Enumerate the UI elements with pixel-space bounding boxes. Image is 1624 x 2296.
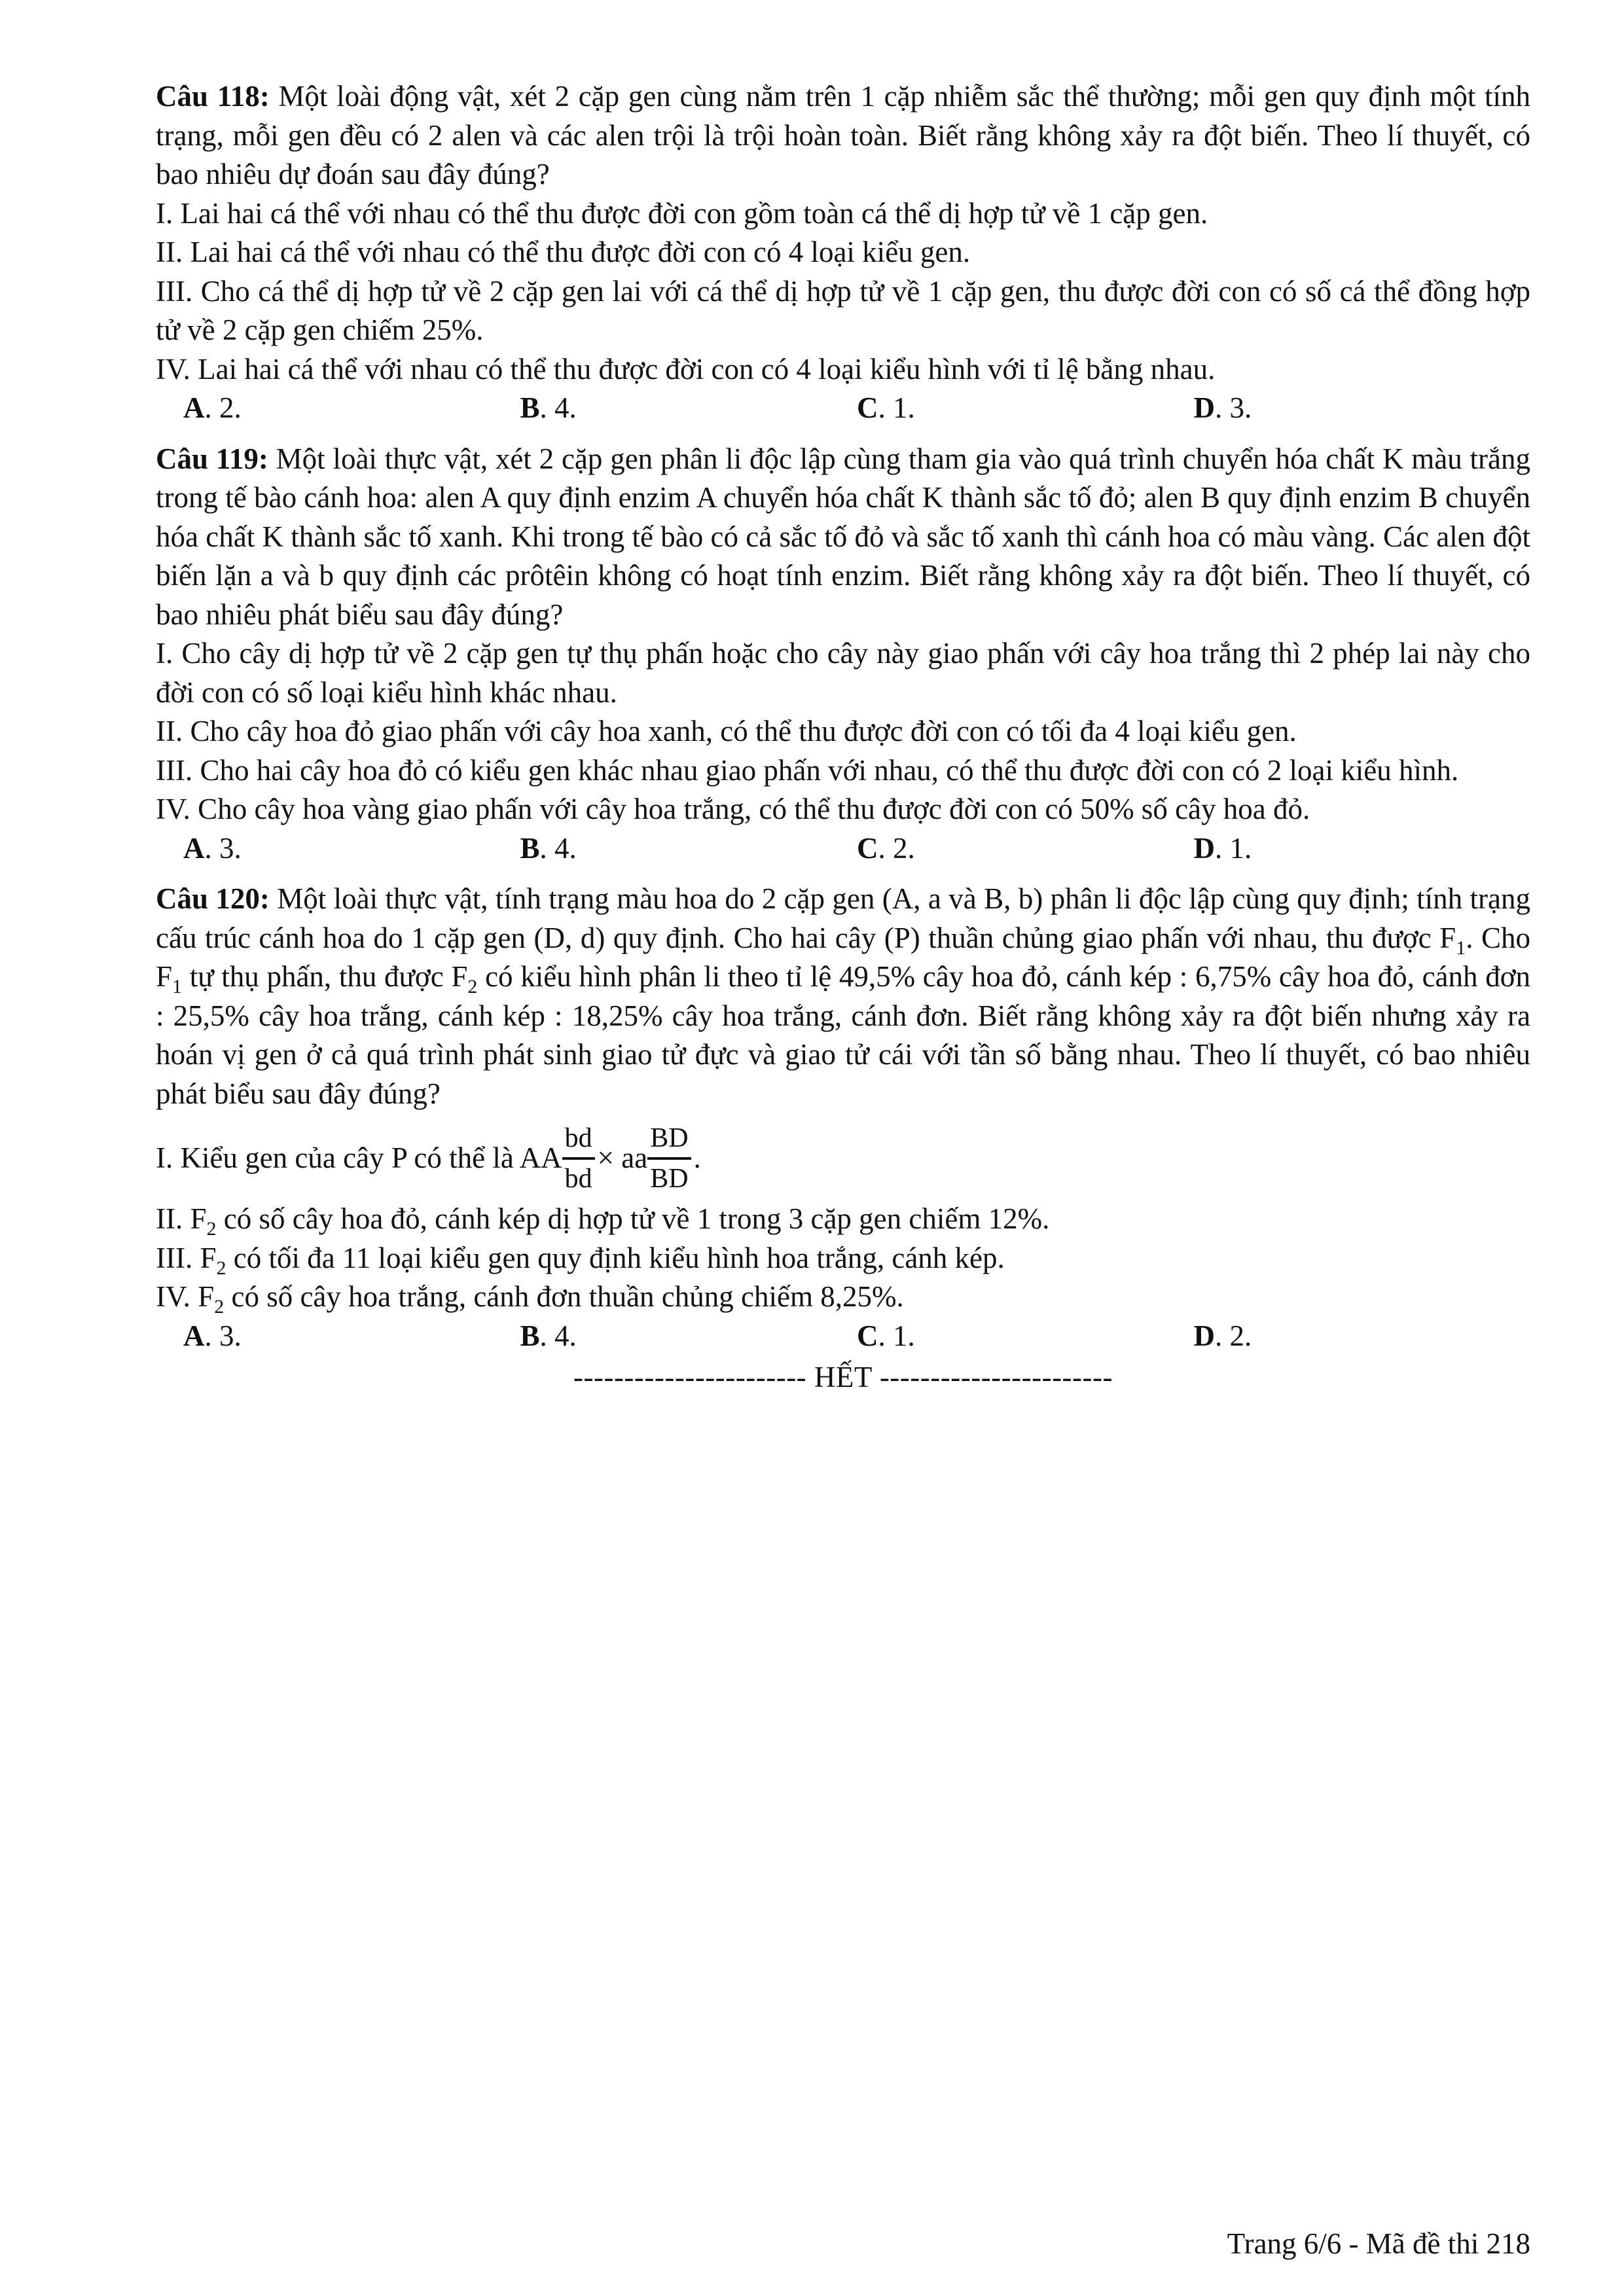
answer-options (183, 389, 1530, 428)
option-b: B. 4. (520, 1319, 577, 1352)
option-a: A. 3. (183, 831, 242, 865)
option-c: C. 2. (857, 831, 915, 865)
question-number: Câu 118: (156, 80, 270, 113)
exam-page (156, 77, 1530, 1397)
statement-3: III. Cho hai cây hoa đỏ có kiểu gen khác nhau giao phấn với nhau, có thể thu được đời con có 2 loại kiểu hình. (156, 753, 1459, 787)
statement-1: I. Lai hai cá thể với nhau có thể thu được đời con gồm toàn cá thể dị hợp tử về 1 cặp gen. (156, 196, 1208, 230)
question-text: Một loài động vật, xét 2 cặp gen cùng nằm trên 1 cặp nhiễm sắc thể thường; mỗi gen quy định một tính trạng, mỗi gen đều có 2 alen và các alen trội là trội hoàn toàn. Biết rằng không xảy ra đột biến. Theo lí thuyết, có bao nhiêu dự đoán sau đây đúng? (156, 80, 1531, 190)
question-stem (156, 440, 1530, 635)
question-118 (156, 77, 1530, 428)
question-number: Câu 119: (156, 442, 268, 475)
answer-options (183, 829, 1530, 869)
option-c: C. 1. (857, 1319, 915, 1352)
option-a: A. 2. (183, 391, 242, 424)
genotype-fraction-bd: $\frac{bd}{bd}$ (562, 1122, 595, 1195)
option-d: D. 3. (1193, 391, 1252, 424)
answer-options (183, 1317, 1530, 1356)
question-stem (156, 77, 1530, 194)
question-119 (156, 440, 1530, 869)
question-120 (156, 880, 1530, 1355)
option-d: D. 1. (1193, 831, 1252, 865)
statement-2: II. $F_2$ có số cây hoa đỏ, cánh kép dị hợp tử về 1 trong 3 cặp gen chiếm 12%. (156, 1202, 1050, 1240)
option-d: D. 2. (1193, 1319, 1252, 1352)
statement-4: IV. Cho cây hoa vàng giao phấn với cây hoa trắng, có thể thu được đời con có 50% số cây hoa đỏ. (156, 793, 1310, 825)
statement-4: IV. $F_2$ có số cây hoa trắng, cánh đơn thuần chủng chiếm 8,25%. (156, 1280, 904, 1318)
page-footer: Trang 6/6 - Mã đề thi 218 (1227, 2227, 1530, 2260)
genotype-fraction-BD: $\frac{BD}{BD}$ (647, 1122, 691, 1195)
option-c: C. 1. (857, 391, 915, 424)
question-stem: Câu 120: Một loài thực vật, tính trạng màu hoa do 2 cặp gen (A, a và B, b) phân li độc lập cùng quy định; tính trạng cấu trúc cánh hoa do 1 cặp gen (D, d) quy định. Cho hai cây (P) thuần chủng giao phấn với nhau, thu được $F_1$. Cho $F_1$ tự thụ phấn, thu được $F_2$ có kiểu hình phân li theo tỉ lệ 49,5% cây hoa đỏ, cánh kép : 6,75% cây hoa đỏ, cánh đơn : 25,5% cây hoa trắng, cánh kép : 18,25% cây hoa trắng, cánh đơn. Biết rằng không xảy ra đột biến nhưng xảy ra hoán vị gen ở cả quá trình phát sinh giao tử đực và giao tử cái với tần số bằng nhau. Theo lí thuyết, có bao nhiêu phát biểu sau đây đúng? (156, 882, 1531, 1110)
statement-4: IV. Lai hai cá thể với nhau có thể thu được đời con có 4 loại kiểu hình với tỉ lệ bằng nhau. (156, 352, 1216, 386)
statement-2: II. Lai hai cá thể với nhau có thể thu được đời con có 4 loại kiểu gen. (156, 236, 971, 268)
statement-1: I. Cho cây dị hợp tử về 2 cặp gen tự thụ phấn hoặc cho cây này giao phấn với cây hoa trắng thì 2 phép lai này cho đời con có số loại kiểu hình khác nhau. (156, 637, 1530, 709)
statement-2: II. Cho cây hoa đỏ giao phấn với cây hoa xanh, có thể thu được đời con có tối đa 4 loại kiểu gen. (156, 715, 1297, 747)
end-marker: ----------------------- HẾT ----------------------- (573, 1361, 1113, 1393)
question-number: Câu 120: (156, 882, 270, 915)
statement-3: III. Cho cá thể dị hợp tử về 2 cặp gen lai với cá thể dị hợp tử về 1 cặp gen, thu được đời con có số cá thể đồng hợp tử về 2 cặp gen chiếm 25%. (156, 274, 1530, 346)
option-b: B. 4. (520, 391, 577, 424)
question-text: Một loài thực vật, xét 2 cặp gen phân li độc lập cùng tham gia vào quá trình chuyển hóa chất K màu trắng trong tế bào cánh hoa: alen A quy định enzim A chuyển hóa chất K thành sắc tố đỏ; alen B quy định enzim B chuyển hóa chất K thành sắc tố xanh. Khi trong tế bào có cả sắc tố đỏ và sắc tố xanh thì cánh hoa có màu vàng. Các alen đột biến lặn a và b quy định các prôtêin không có hoạt tính enzim. Biết rằng không xảy ra đột biến. Theo lí thuyết, có bao nhiêu phát biểu sau đây đúng? (156, 442, 1530, 631)
option-b: B. 4. (520, 831, 577, 865)
statement-3: III. $F_2$ có tối đa 11 loại kiểu gen quy định kiểu hình hoa trắng, cánh kép. (156, 1241, 1005, 1279)
option-a: A. 3. (183, 1319, 242, 1352)
statement-1: I. Kiểu gen của cây P có thể là AA $\frac{bd}{bd}$ × aa $\frac{BD}{BD}$ . (156, 1123, 701, 1194)
